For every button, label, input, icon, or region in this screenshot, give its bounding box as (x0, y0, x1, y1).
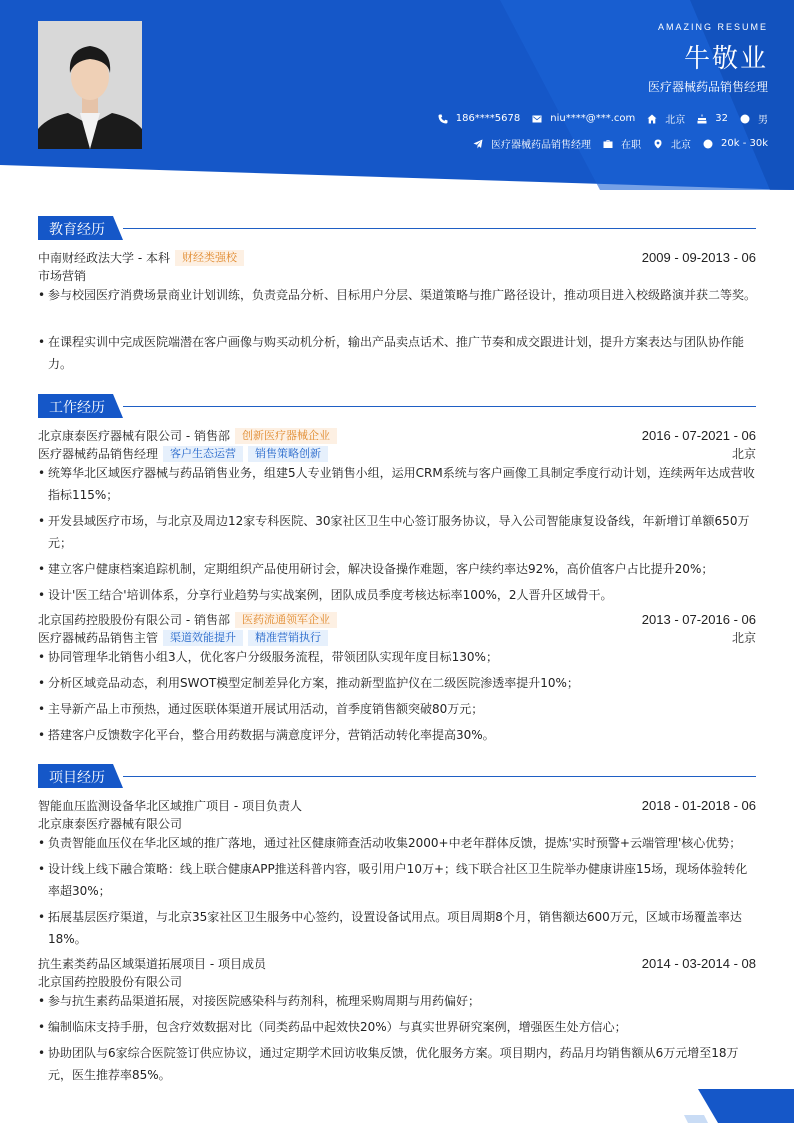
email-text: niu****@***.com (550, 113, 636, 124)
user-icon (740, 114, 750, 124)
company-tag: 创新医疗器械企业 (235, 428, 337, 444)
education-section-header (38, 216, 756, 240)
location-pin-icon (653, 139, 663, 149)
candidate-name: 牛敬业 (683, 44, 768, 74)
candidate-title: 医疗器械药品销售经理 (647, 80, 768, 94)
work-bullet: • 统筹华北区域医疗器械与药品销售业务，组建5人专业销售小组，运用CRM系统与客户画像工具制定季度行动计划，连续两年达成营收指标115%； (38, 462, 756, 506)
phone-icon (438, 114, 448, 124)
role-name: 医疗器械药品销售经理 (38, 447, 159, 461)
work-bullet: • 分析区域竞品动态，利用SWOT模型定制差异化方案，推动新型监护仪在二级医院渗透率提升10%； (38, 672, 756, 694)
work-role-line (38, 629, 756, 646)
education-bullet: • 在课程实训中完成医院端潜在客户画像与购买动机分析，输出产品卖点话术、推广节奏和成交跟进计划，提升方案表达与团队协作能力。 (38, 331, 756, 375)
projects-section-header (38, 764, 756, 788)
phone-text: 186****5678 (455, 113, 521, 124)
send-icon (473, 139, 483, 149)
project-org-line (38, 815, 756, 832)
work-date: 2016 - 07-2021 - 06 (641, 428, 756, 443)
job-target-text: 医疗器械药品销售经理 (491, 140, 591, 151)
project-name: 智能血压监测设备华北区域推广项目 - 项目负责人 (38, 799, 302, 813)
home-icon (647, 114, 657, 124)
contact-row (426, 111, 768, 126)
company-name: 北京康泰医疗器械有限公司 - 销售部 (38, 429, 230, 443)
role-tag: 精准营销执行 (248, 630, 328, 646)
job-intent-row (461, 136, 768, 151)
status-text: 在职 (621, 140, 641, 151)
resume-tagline: AMAZING RESUME (657, 22, 768, 32)
job-target-item (473, 136, 591, 151)
role-tag: 客户生态运营 (163, 446, 243, 462)
city-text: 北京 (665, 115, 686, 126)
email-icon (532, 114, 542, 124)
target-city-item (653, 136, 691, 151)
salary-text: 20k - 30k (721, 138, 768, 149)
project-org: 北京国药控股股份有限公司 (38, 975, 183, 989)
footer-decoration (684, 1083, 794, 1123)
work-location: 北京 (731, 631, 756, 645)
major-name: 市场营销 (38, 269, 87, 283)
role-tag: 销售策略创新 (248, 446, 328, 462)
role-tag: 渠道效能提升 (163, 630, 243, 646)
section-title: 项目经历 (49, 770, 105, 786)
work-bullet: • 搭建客户反馈数字化平台，整合用药数据与满意度评分，营销活动转化率提高30%。 (38, 724, 756, 746)
briefcase-icon (603, 139, 613, 149)
gender-item (740, 111, 768, 126)
school-tag: 财经类强校 (175, 250, 244, 266)
project-bullet: • 设计线上线下融合策略：线上联合健康APP推送科普内容，吸引用户10万+；线下联合社区卫生院举办健康讲座15场，现场体验转化率超30%； (38, 858, 756, 902)
work-section-header (38, 394, 756, 418)
education-bullet: • 参与校园医疗消费场景商业计划训练，负责竞品分析、目标用户分层、渠道策略与推广路径设计，推动项目进入校级路演并获二等奖。 (38, 284, 756, 306)
section-divider (123, 776, 756, 777)
work-bullet: • 协同管理华北销售小组3人，优化客户分级服务流程，带领团队实现年度目标130%； (38, 646, 756, 668)
project-bullet: • 编制临床支持手册，包含疗效数据对比（同类药品中起效快20%）与真实世界研究案例，增强医生处方信心； (38, 1016, 756, 1038)
project-bullet: • 负责智能血压仪在华北区域的推广落地，通过社区健康筛查活动收集2000+中老年群体反馈，提炼'实时预警+云端管理'核心优势； (38, 832, 756, 854)
work-date: 2013 - 07-2016 - 06 (641, 612, 756, 627)
education-entry-header (38, 249, 756, 266)
company-name: 北京国药控股股份有限公司 - 销售部 (38, 613, 230, 627)
section-divider (123, 228, 756, 229)
email-item (532, 113, 635, 124)
section-title: 工作经历 (49, 400, 105, 416)
project-bullet: • 参与抗生素药品渠道拓展，对接医院感染科与药剂科，梳理采购周期与用药偏好； (38, 990, 756, 1012)
target-city-text: 北京 (671, 140, 691, 151)
project-date: 2014 - 03-2014 - 08 (641, 956, 756, 971)
project-bullet: • 拓展基层医疗渠道，与北京35家社区卫生服务中心签约，设置设备试用点。项目周期8个月，销售额达600万元，区域市场覆盖率达18%。 (38, 906, 756, 950)
cake-icon (697, 114, 707, 124)
work-bullet: • 建立客户健康档案追踪机制，定期组织产品使用研讨会，解决设备操作难题，客户续约率达92%，高价值客户占比提升20%； (38, 558, 756, 580)
education-major-line (38, 267, 756, 284)
section-title: 教育经历 (49, 222, 105, 238)
company-tag: 医药流通领军企业 (235, 612, 337, 628)
education-date: 2009 - 09-2013 - 06 (641, 250, 756, 265)
project-org-line (38, 973, 756, 990)
gender-text: 男 (758, 115, 768, 126)
school-name: 中南财经政法大学 - 本科 (38, 251, 170, 265)
role-name: 医疗器械药品销售主管 (38, 631, 159, 645)
work-bullet: • 设计'医工结合'培训体系，分享行业趋势与实战案例，团队成员季度考核达标率100%，2人晋升区域骨干。 (38, 584, 756, 606)
phone-item (438, 113, 521, 124)
work-bullet: • 开发县域医疗市场，与北京及周边12家专科医院、30家社区卫生中心签订服务协议，导入公司智能康复设备线，年新增订单额650万元； (38, 510, 756, 554)
money-icon (703, 139, 713, 149)
project-name: 抗生素类药品区域渠道拓展项目 - 项目成员 (38, 957, 266, 971)
project-org: 北京康泰医疗器械有限公司 (38, 817, 183, 831)
section-divider (123, 406, 756, 407)
status-item (603, 136, 641, 151)
work-role-line (38, 445, 756, 462)
work-entry-header (38, 427, 756, 444)
city-item (647, 111, 685, 126)
age-text: 32 (715, 113, 728, 124)
profile-photo (38, 21, 142, 149)
project-date: 2018 - 01-2018 - 06 (641, 798, 756, 813)
project-entry-header (38, 955, 756, 972)
project-bullet: • 协助团队与6家综合医院签订供应协议，通过定期学术回访收集反馈，优化服务方案。项目期内，药品月均销售额从6万元增至18万元，医生推荐率85%。 (38, 1042, 756, 1086)
project-entry-header (38, 797, 756, 814)
work-entry-header (38, 611, 756, 628)
salary-item (703, 138, 768, 149)
age-item (697, 113, 728, 124)
work-location: 北京 (731, 447, 756, 461)
work-bullet: • 主导新产品上市预热，通过医联体渠道开展试用活动，首季度销售额突破80万元； (38, 698, 756, 720)
